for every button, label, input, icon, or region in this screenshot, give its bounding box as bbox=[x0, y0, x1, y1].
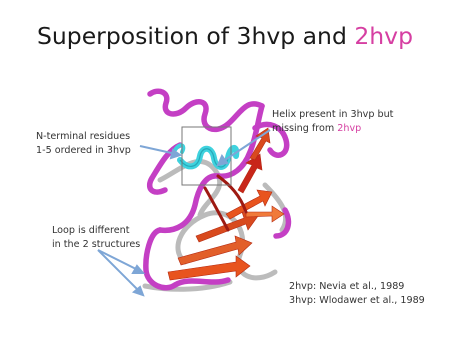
annotation-helix bbox=[272, 108, 393, 136]
annotation-helix-highlight: 2hvp bbox=[337, 123, 362, 134]
annotation-n-terminal-line1: N-terminal residues bbox=[36, 131, 131, 142]
annotation-n-terminal bbox=[36, 130, 131, 158]
annotation-helix-line1: Helix present in 3hvp but bbox=[272, 109, 394, 120]
annotation-loop-line2: in the 2 structures bbox=[52, 239, 141, 250]
annotation-helix-line2: missing from bbox=[272, 123, 338, 134]
annotation-loop-line1: Loop is different bbox=[52, 225, 130, 236]
references bbox=[289, 280, 425, 308]
annotation-n-terminal-line2: 1-5 ordered in 3hvp bbox=[36, 145, 131, 156]
title-highlight: 2hvp bbox=[354, 22, 413, 50]
reference-3hvp: 3hvp: Wlodawer et al., 1989 bbox=[289, 295, 425, 306]
annotation-loop bbox=[52, 224, 140, 252]
reference-2hvp: 2hvp: Nevia et al., 1989 bbox=[289, 281, 405, 292]
title-prefix: Superposition of 3hvp and bbox=[36, 22, 355, 50]
